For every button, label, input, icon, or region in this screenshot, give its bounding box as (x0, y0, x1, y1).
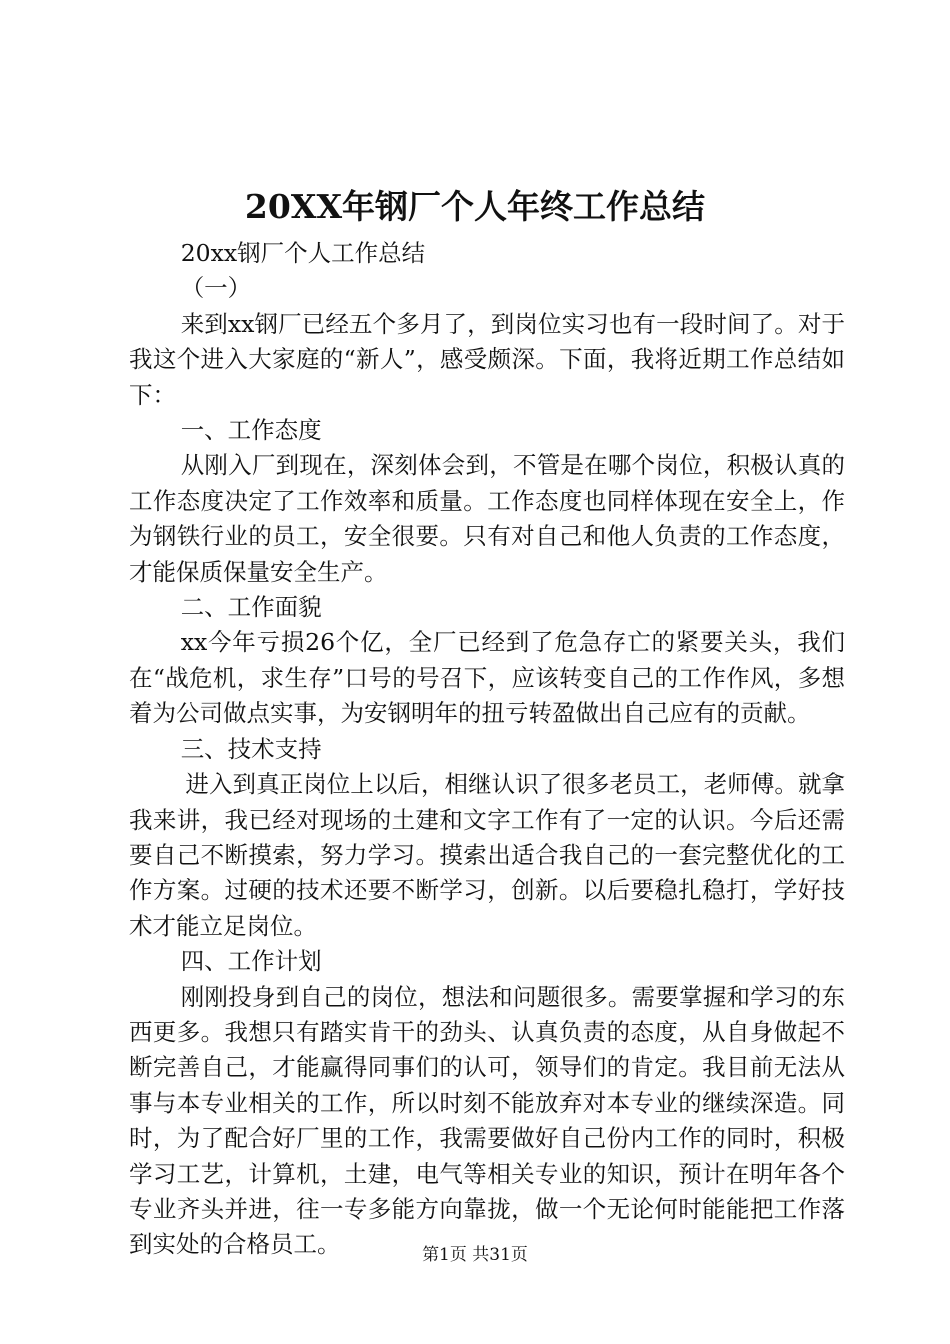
section-number-paragraph: （一） (180, 274, 252, 303)
technical-support-paragraph: 进入到真正岗位上以后，相继认识了很多老员工，老师傅。就拿我来讲，我已经对现场的土建和文字工作有了一定的认识。今后还需要自己不断摸索，努力学习。摸索出适合我自己的一套完整优化的工作方案。过硬的技术还要不断学习，创新。以后要稳扎稳打，学好技术才能立足岗位。 (129, 770, 845, 940)
heading-work-attitude: 一、工作态度 (180, 416, 322, 445)
heading-technical-support: 三、技术支持 (180, 734, 322, 763)
subtitle-paragraph: 20xx钢厂个人工作总结 (180, 239, 426, 267)
work-plan-paragraph: 刚刚投身到自己的岗位，想法和问题很多。需要掌握和学习的东西更多。我想只有踏实肯干的劲头、认真负责的态度，从自身做起不断完善自己，才能赢得同事们的认可，领导们的肯定。我目前无法从事与本专业相关的工作，所以时刻不能放弃对本专业的继续深造。同时，为了配合好厂里的工作，我需要做好自己份内工作的同时，积极学习工艺，计算机，土建，电气等相关专业的知识，预计在明年各个专业齐头并进，往一专多能方向靠拢，做一个无论何时能能把工作落到实处的合格员工。 (129, 982, 845, 1259)
document-body (129, 236, 845, 1263)
work-appearance-paragraph: xx今年亏损26个亿，全厂已经到了危急存亡的紧要关头，我们在“战危机，求生存”口号的号召下，应该转变自己的工作作风，多想着为公司做点实事，为安钢明年的扭亏转盈做出自己应有的贡献。 (129, 628, 845, 728)
page-footer: 第1页 共31页 (422, 1245, 528, 1265)
heading-work-plan: 四、工作计划 (180, 947, 322, 976)
document-title: 20XX年钢厂个人年终工作总结 (244, 187, 706, 226)
work-attitude-paragraph: 从刚入厂到现在，深刻体会到，不管是在哪个岗位，积极认真的工作态度决定了工作效率和质量。工作态度也同样体现在安全上，作为钢铁行业的员工，安全很要。只有对自己和他人负责的工作态度，才能保质保量安全生产。 (129, 451, 845, 586)
heading-work-appearance: 二、工作面貌 (180, 593, 322, 622)
intro-paragraph: 来到xx钢厂已经五个多月了，到岗位实习也有一段时间了。对于我这个进入大家庭的“新人”，感受颇深。下面，我将近期工作总结如下： (129, 309, 845, 409)
